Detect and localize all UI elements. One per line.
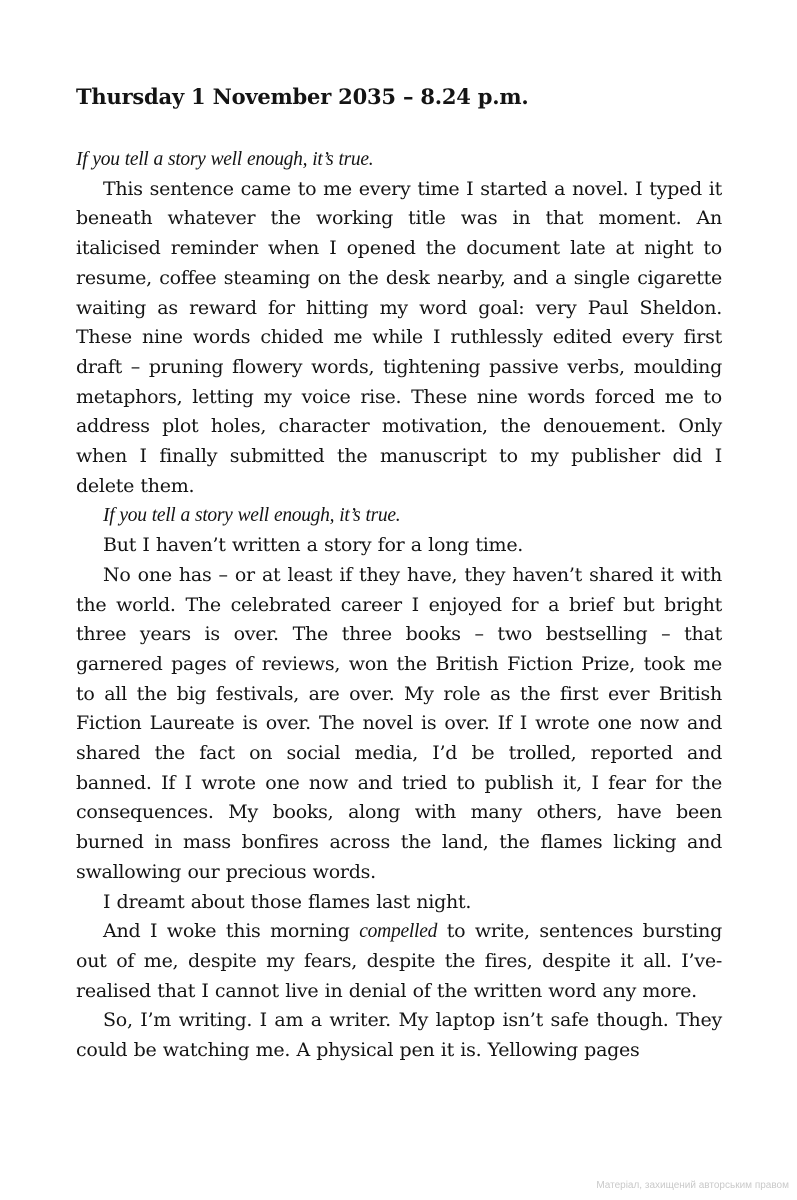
paragraph-4: No one has – or at least if they have, they haven’t shared it with the world. The celebrated career I enjoyed for a brief but bright three years is over. The three books – two bestselling – that garnered pages of reviews, won the British Fiction Prize, took me to all the big festivals, are over. My role as the first ever British Fiction Laureate is over. The novel is over. If I wrote one now and shared the fact on social media, I’d be trolled, reported and banned. If I wrote one now and tried to publish it, I fear for the consequences. My books, along with many others, have been burned in mass bonfires across the land, the flames licking and swallowing our precious words. (76, 563, 722, 883)
paragraph-7: So, I’m writing. I am a writer. My laptop isn’t safe though. They could be watching me. A physical pen it is. Yellowing pages (76, 1009, 722, 1062)
epigraph-text: If you tell a story well enough, it’s true. (76, 149, 374, 170)
paragraph-5: I dreamt about those flames last night. (103, 890, 472, 913)
paragraph-6-end: to write, sentences bursting out of me, despite my fears, despite the fires, despite it all. I’ve-realised that I cannot live in denial of the written word any more. (76, 920, 722, 1002)
chapter-heading: Thursday 1 November 2035 – 8.24 p.m. (76, 84, 529, 109)
paragraph-6 (76, 917, 722, 1006)
repeated-epigraph: If you tell a story well enough, it’s true. (103, 505, 401, 527)
paragraph-2 (76, 501, 722, 531)
paragraph-6-start: And I woke this morning (103, 920, 360, 943)
epigraph-line (76, 145, 722, 175)
copyright-watermark: Матеріал, захищений авторським правом (596, 1180, 789, 1191)
body-text (76, 145, 722, 1066)
paragraph-1: This sentence came to me every time I started a novel. I typed it beneath whatever the working title was in that moment. An italicised reminder when I opened the document late at night to resume, coffee steaming on the desk nearby, and a single cigarette waiting as reward for hitting my word goal: very Paul Sheldon. These nine words chided me while I ruthlessly edited every first draft – pruning flowery words, tightening passive verbs, moulding metaphors, letting my voice rise. These nine words forced me to address plot holes, character motivation, the denouement. Only when I finally submitted the manuscript to my publisher did I delete them. (76, 177, 722, 497)
paragraph-3: But I haven’t written a story for a long time. (103, 534, 524, 557)
book-page (76, 82, 722, 1066)
emphasis-compelled: compelled (359, 921, 438, 943)
